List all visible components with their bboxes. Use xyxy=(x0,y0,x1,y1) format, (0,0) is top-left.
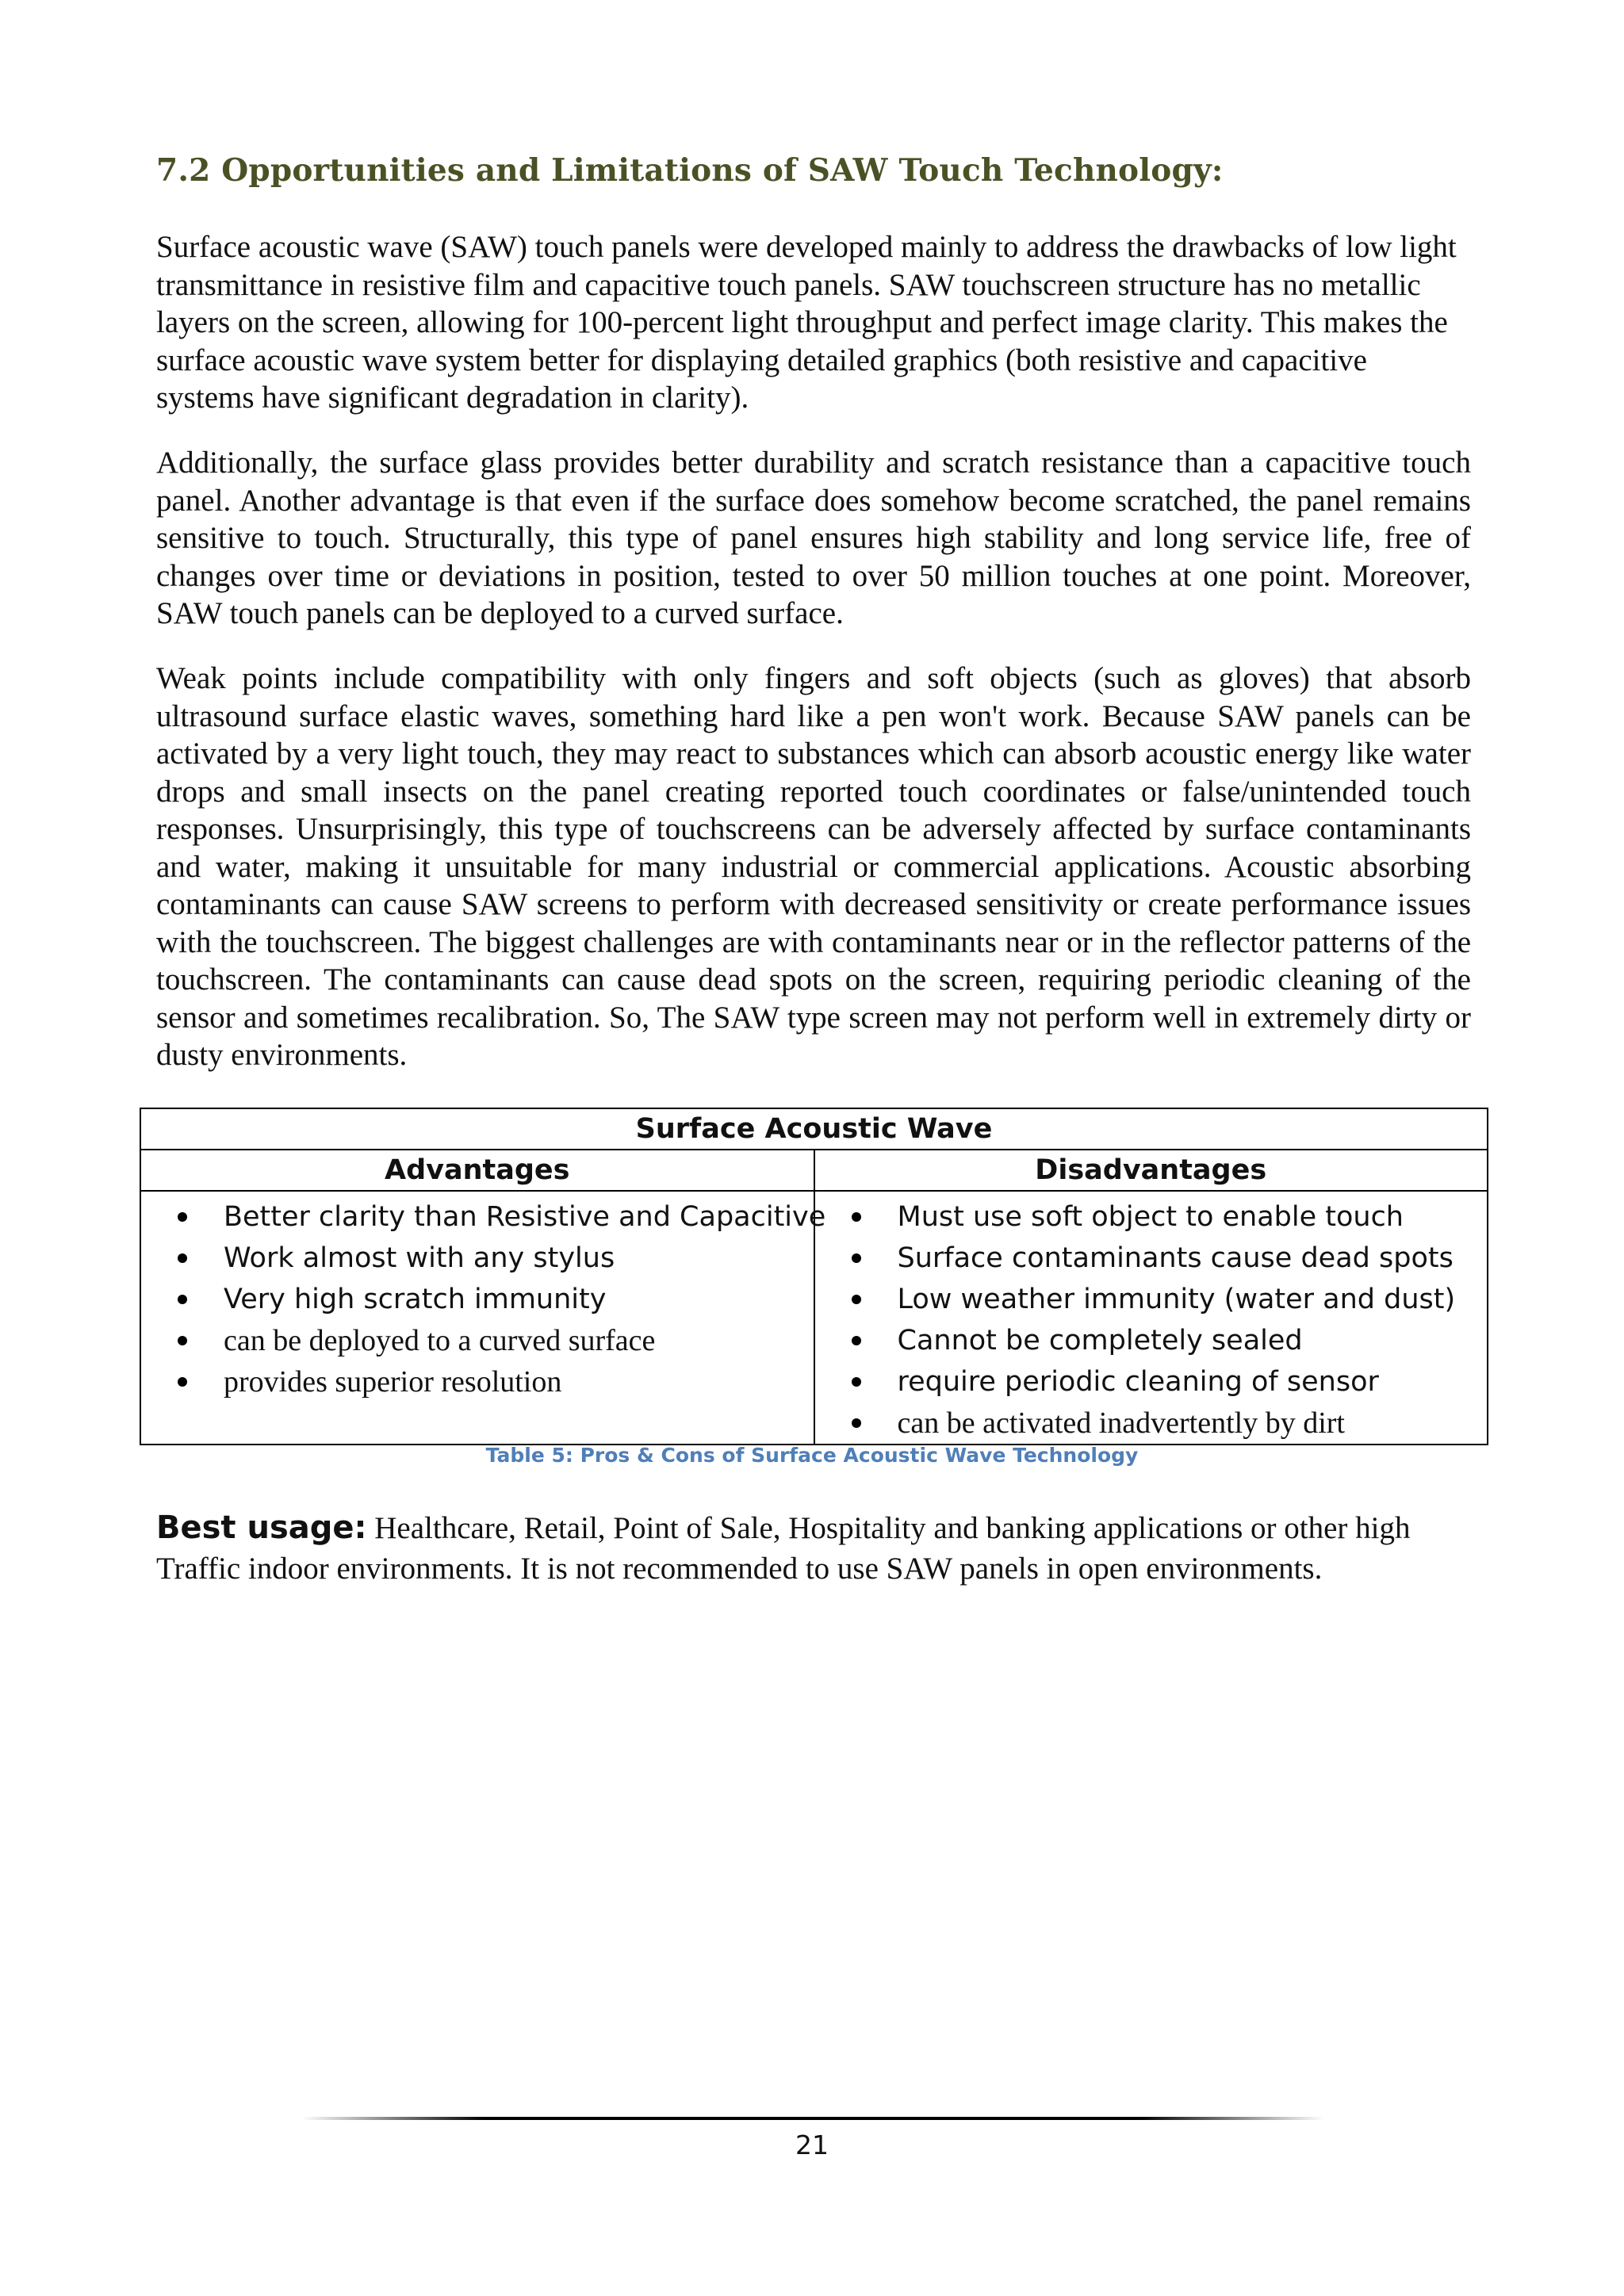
bullet-icon xyxy=(178,1336,187,1345)
list-item: Work almost with any stylus xyxy=(141,1238,814,1279)
disadvantages-header: Disadvantages xyxy=(814,1150,1488,1191)
table-caption: Table 5: Pros & Cons of Surface Acoustic Wave Technology xyxy=(485,1444,1139,1467)
list-item: can be deployed to a curved surface xyxy=(141,1320,814,1361)
disadvantages-list xyxy=(815,1196,1488,1444)
bullet-icon xyxy=(178,1212,187,1222)
paragraph-weak-points: Weak points include compatibility with only fingers and soft objects (such as gloves) that absorb ultrasound surface elastic waves, something hard like a pen won't work. Because SAW panels can be activated by a very light touch, they may react to substances which can absorb acoustic energy like water drops and small insects on the panel creating reported touch coordinates or false/unintended touch responses. Unsurprisingly, this type of touchscreens can be adversely affected by surface contaminants and water, making it unsuitable for many industrial or commercial applications. Acoustic absorbing contaminants can cause SAW screens to perform with decreased sensitivity or create performance issues with the touchscreen. The biggest challenges are with contaminants near or in the reflector patterns of the touchscreen. The contaminants can cause dead spots on the screen, requiring periodic cleaning of the sensor and sometimes recalibration. So, The SAW type screen may not perform well in extremely dirty or dusty environments. xyxy=(156,661,1471,1072)
list-item: Very high scratch immunity xyxy=(141,1279,814,1320)
bullet-icon xyxy=(852,1212,861,1222)
list-item: provides superior resolution xyxy=(141,1361,814,1402)
list-item: require periodic cleaning of sensor xyxy=(815,1361,1488,1402)
bullet-icon xyxy=(852,1295,861,1304)
bullet-icon xyxy=(852,1377,861,1387)
list-item: Cannot be completely sealed xyxy=(815,1320,1488,1361)
disadvantages-cell xyxy=(814,1191,1488,1445)
bullet-icon xyxy=(178,1253,187,1263)
bullet-icon xyxy=(852,1418,861,1428)
paragraph-saw-intro: Surface acoustic wave (SAW) touch panels were developed mainly to address the drawbacks of low light transmittance in resistive film and capacitive touch panels. SAW touchscreen structure has no metallic layers on the screen, allowing for 100-percent light throughput and perfect image clarity. This makes the surface acoustic wave system better for displaying detailed graphics (both resistive and capacitive systems have significant degradation in clarity). xyxy=(156,230,1457,415)
advantages-header: Advantages xyxy=(140,1150,814,1191)
paragraph-advantages: Additionally, the surface glass provides better durability and scratch resistance than a capacitive touch panel. Another advantage is that even if the surface does somehow become scratched, the panel remains sensitive to touch. Structurally, this type of panel ensures high stability and long service life, free of changes over time or deviations in position, tested to over 50 million touches at one point. Moreover, SAW touch panels can be deployed to a curved surface. xyxy=(156,446,1471,630)
footer-divider xyxy=(301,2117,1324,2120)
list-item: can be activated inadvertently by dirt xyxy=(815,1402,1488,1444)
bullet-icon xyxy=(178,1377,187,1387)
advantages-cell xyxy=(140,1191,826,1445)
list-item: Better clarity than Resistive and Capacitive xyxy=(141,1196,814,1238)
page-number: 21 xyxy=(795,2130,829,2160)
bullet-icon xyxy=(852,1336,861,1345)
list-item: Low weather immunity (water and dust) xyxy=(815,1279,1488,1320)
bullet-icon xyxy=(852,1253,861,1263)
best-usage-paragraph xyxy=(156,1508,1488,1589)
best-usage-label: Best usage: xyxy=(156,1510,367,1546)
advantages-list xyxy=(141,1196,826,1402)
list-item: Must use soft object to enable touch xyxy=(815,1196,1488,1238)
list-item: Surface contaminants cause dead spots xyxy=(815,1238,1488,1279)
table-title: Surface Acoustic Wave xyxy=(140,1108,1488,1150)
best-usage-text: Healthcare, Retail, Point of Sale, Hospitality and banking applications or other high Traffic indoor environments. It is not recommended to use SAW panels in open environments. xyxy=(156,1511,1411,1586)
section-heading: 7.2 Opportunities and Limitations of SAW Touch Technology: xyxy=(156,152,1224,189)
pros-cons-table xyxy=(140,1108,1488,1445)
bullet-icon xyxy=(178,1295,187,1304)
